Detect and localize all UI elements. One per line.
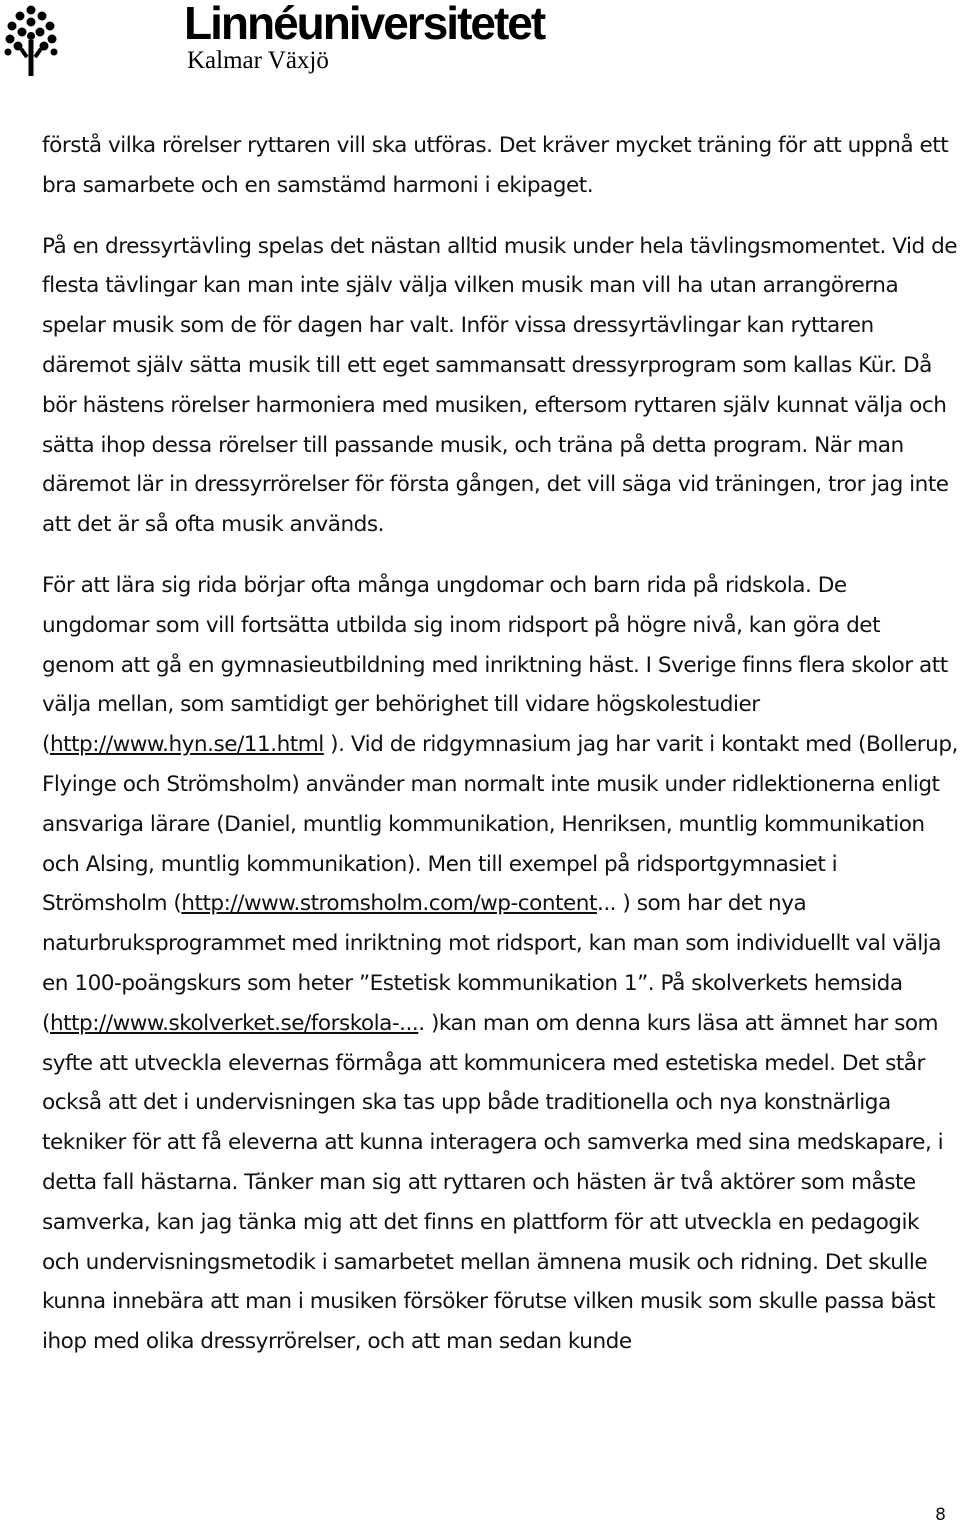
paragraph-text: ). Vid de ridgymnasium jag har varit i kontakt med (Bollerup, Flyinge och Strömsholm) använder man normalt inte musik under ridlektionerna enligt ansvariga lärare (Daniel, muntlig kommunikation, Henriksen, muntlig kommunikation och Alsing, muntlig kommunikation). Men till exempel på ridsportgymnasiet i Strömsholm ( <box>42 732 958 917</box>
paragraph-text: För att lära sig rida börjar ofta många ungdomar och barn rida på ridskola. De ungdomar som vill fortsätta utbilda sig inom ridsport på högre nivå, kan göra det genom att gå en gymnasieutbildning med inriktning häst. I Sverige finns flera skolor att välja mellan, som samtidigt ger behörighet till vidare högskolestudier ( <box>42 572 948 758</box>
page-header <box>0 0 960 80</box>
hyn-link[interactable]: http://www.hyn.se/11.html <box>49 732 324 758</box>
paragraph-text: ... ) som har det nya naturbruksprogrammet med inriktning mot ridsport, kan man som individuellt val välja en 100-poängskurs som heter ”Estetisk kommunikation 1”. På skolverkets hemsida ( <box>42 891 941 1036</box>
paragraph-text: . )kan man om denna kurs läsa att ämnet har som syfte att utveckla elevernas förmåga att kommunicera med estetiska medel. Det står också att det i undervisningen ska tas upp både traditionella och nya konstnärliga tekniker för att få eleverna att kunna interagera och samverka med sina medskapare, i detta fall hästarna. Tänker man sig att ryttaren och hästen är två aktörer som måste samverka, kan jag tänka mig att det finns en plattform för att utveckla en pedagogik och undervisningsmetodik i samarbetet mellan ämnena musik och ridning. Det skulle kunna innebära att man i musiken försöker förutse vilken musik som skulle passa bäst ihop med olika dressyrrörelser, och att man sedan kunde <box>42 1010 944 1355</box>
paragraph-text: På en dressyrtävling spelas det nästan alltid musik under hela tävlingsmomentet. Vid de flesta tävlingar kan man inte själv välja vilken musik man vill ha utan arrangörerna spelar musik som de för dagen har valt. Inför vissa dressyrtävlingar kan ryttaren däremot själv sätta musik till ett eget sammansatt dressyrprogram som kallas Kür. Då bör hästens rörelser harmoniera med musiken, eftersom ryttaren själv kunnat välja och sätta ihop dessa rörelser till passande musik, och träna på detta program. När man däremot lär in dressyrrörelser för första gången, det vill säga vid träningen, tror jag inte att det är så ofta musik används. <box>42 233 958 538</box>
university-name: Linnéuniversitetet <box>184 0 545 49</box>
university-campuses: Kalmar Växjö <box>187 47 329 74</box>
skolverket-link[interactable]: http://www.skolverket.se/forskola-... <box>49 1010 419 1036</box>
paragraph <box>42 227 958 545</box>
paragraph-text: förstå vilka rörelser ryttaren vill ska utföras. Det kräver mycket träning för att uppnå ett bra samarbete och en samstämd harmoni i ekipaget. <box>42 133 949 198</box>
page-number: 8 <box>935 1505 946 1525</box>
tree-logo-icon <box>4 4 58 78</box>
document-body <box>42 126 958 1362</box>
paragraph <box>42 566 958 1362</box>
stromsholm-link[interactable]: http://www.stromsholm.com/wp-content <box>181 891 597 917</box>
paragraph <box>42 126 958 206</box>
